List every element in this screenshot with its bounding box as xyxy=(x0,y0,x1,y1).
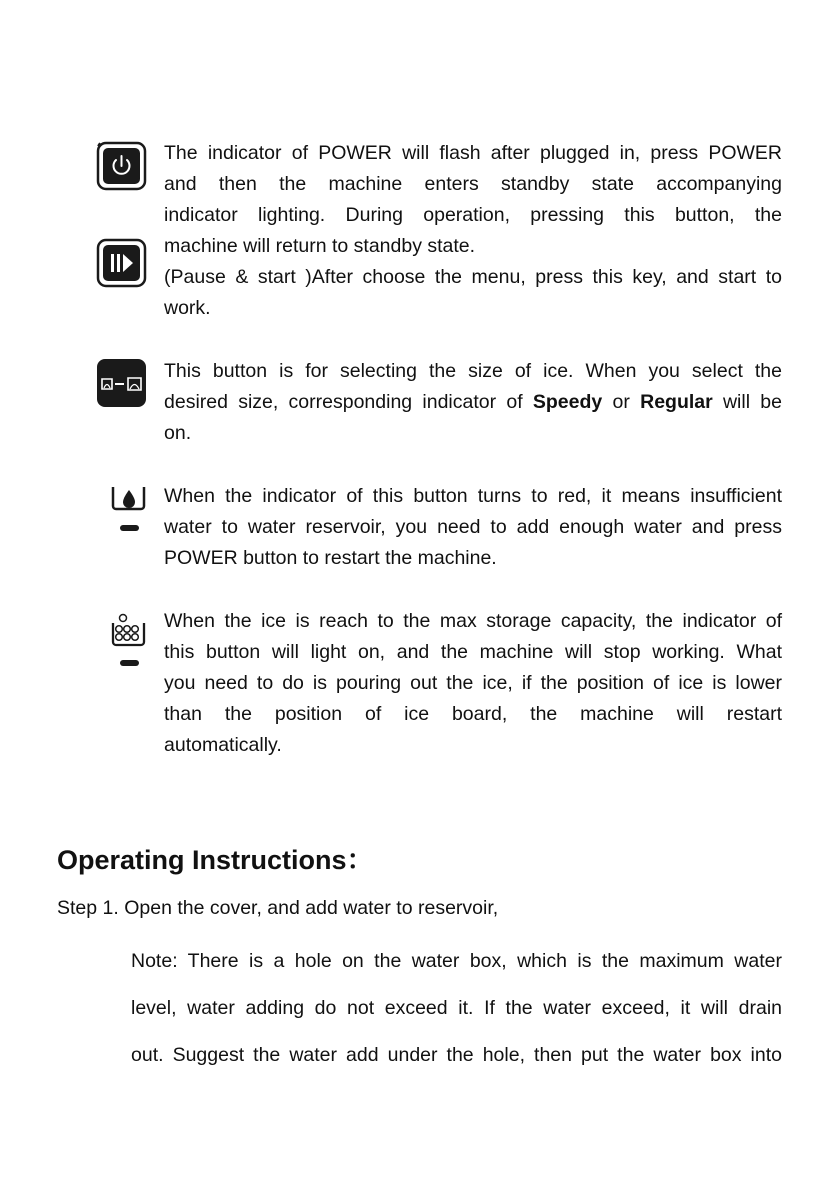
text-line: Note: There is a hole on the water box, which is the maximum water xyxy=(131,950,782,972)
text-line: on. xyxy=(164,422,192,444)
water-shortage-description xyxy=(164,481,782,574)
text-line: indicator lighting. During operation, pressing this button, the xyxy=(164,204,782,226)
power-button-icon xyxy=(96,141,148,191)
regular-label: Regular xyxy=(640,391,713,413)
text-line: When the ice is reach to the max storage capacity, the indicator of xyxy=(164,610,782,632)
text-line: than the position of ice board, the machine will restart xyxy=(164,703,782,725)
text-line xyxy=(164,387,782,418)
ice-full-description xyxy=(164,606,782,761)
text-line: water to water reservoir, you need to add enough water and press xyxy=(164,516,782,538)
text-line: and then the machine enters standby state accompanying xyxy=(164,173,782,195)
ice-size-button-icon xyxy=(96,358,148,408)
text-fragment: or xyxy=(602,391,641,413)
speedy-label: Speedy xyxy=(532,391,603,413)
text-line: (Pause & start )After choose the menu, press this key, and start to xyxy=(164,266,782,288)
ice-size-description xyxy=(164,356,782,449)
text-line: The indicator of POWER will flash after plugged in, press POWER xyxy=(164,142,782,164)
text-line: When the indicator of this button turns to red, it means insufficient xyxy=(164,485,782,507)
text-line: automatically. xyxy=(164,734,282,756)
pause-start-button-icon xyxy=(96,238,148,288)
ice-full-indicator-icon xyxy=(110,610,150,670)
step-1-note xyxy=(131,938,782,1079)
step-1: Step 1. Open the cover, and add water to reservoir, xyxy=(57,897,499,919)
text-line: level, water adding do not exceed it. If the water exceed, it will drain xyxy=(131,997,782,1019)
text-line: work. xyxy=(164,297,211,319)
text-line: This button is for selecting the size of ice. When you select the xyxy=(164,360,782,382)
power-description xyxy=(164,138,782,262)
operating-instructions-heading: Operating Instructions： xyxy=(57,845,374,875)
water-shortage-indicator-icon xyxy=(110,482,150,538)
text-line: out. Suggest the water add under the hole, then put the water box into xyxy=(131,1044,782,1066)
text-line: POWER button to restart the machine. xyxy=(164,547,497,569)
text-line: you need to do is pouring out the ice, if the position of ice is lower xyxy=(164,672,782,694)
text-fragment: will be xyxy=(712,391,782,413)
text-line: machine will return to standby state. xyxy=(164,235,476,257)
pause-start-description xyxy=(164,262,782,324)
text-fragment: desired size, corresponding indicator of xyxy=(164,391,533,413)
text-line: this button will light on, and the machine will stop working. What xyxy=(164,641,782,663)
